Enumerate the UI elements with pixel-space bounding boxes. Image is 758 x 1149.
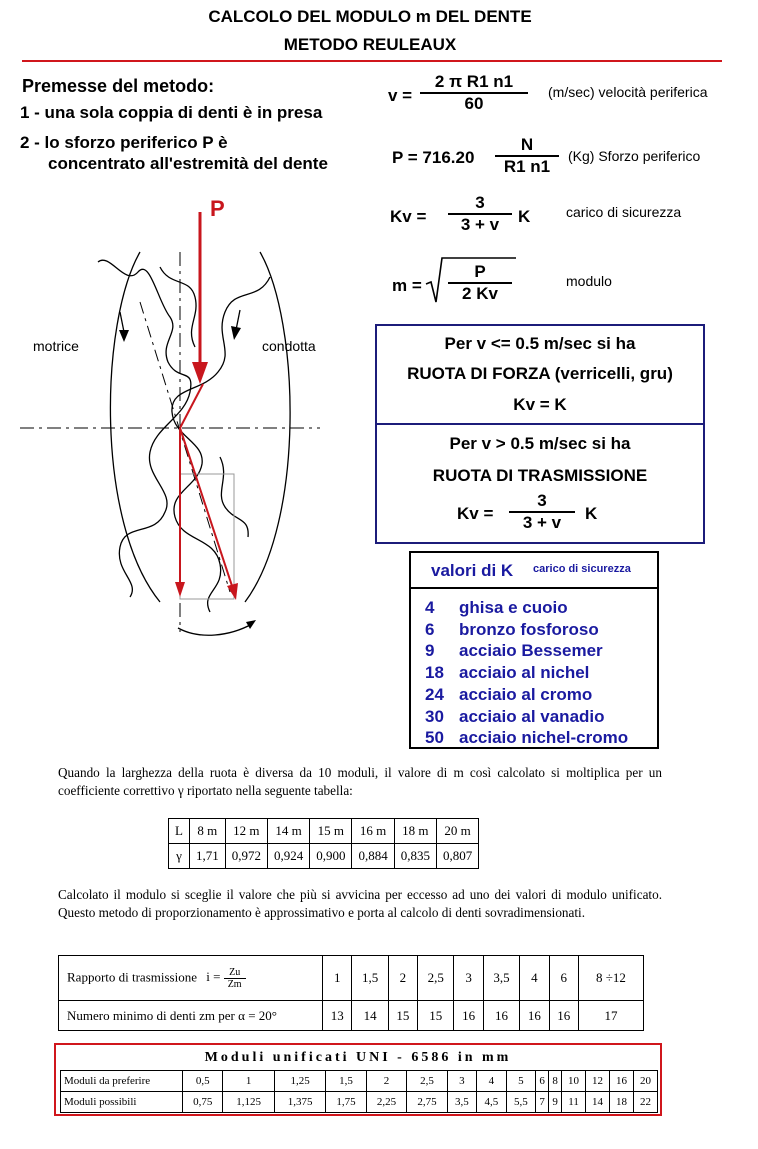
title-underline bbox=[22, 60, 722, 62]
gamma-table-header-row bbox=[169, 819, 479, 844]
ratio-formula-numerator: Zu bbox=[224, 967, 246, 979]
ratio-value-cell: 2,5 bbox=[418, 956, 454, 1001]
min-teeth-value-cell: 13 bbox=[323, 1001, 352, 1031]
possible-module-cell: 2,25 bbox=[366, 1092, 406, 1113]
gamma-value-cell: γ bbox=[169, 844, 190, 869]
possible-module-cell: 1,375 bbox=[274, 1092, 325, 1113]
possible-modules-label: Moduli possibili bbox=[61, 1092, 183, 1113]
k-value-item bbox=[425, 597, 655, 619]
min-teeth-value-cell: 14 bbox=[352, 1001, 388, 1031]
formula-m-note: modulo bbox=[566, 273, 612, 289]
min-teeth-value-cell: 16 bbox=[483, 1001, 519, 1031]
min-teeth-label: Numero minimo di denti zm per α = 20° bbox=[59, 1001, 323, 1031]
possible-module-cell: 0,75 bbox=[183, 1092, 223, 1113]
formula-p-note: (Kg) Sforzo periferico bbox=[568, 148, 701, 164]
formula-v-lhs: v = bbox=[388, 86, 413, 105]
transmission-kv-numerator: 3 bbox=[509, 491, 575, 513]
force-wheel-kv: Kv = K bbox=[513, 395, 567, 414]
k-value-material: acciaio al vanadio bbox=[459, 706, 605, 726]
k-value-material: acciaio al nichel bbox=[459, 663, 590, 683]
preferred-module-cell: 6 bbox=[536, 1071, 549, 1092]
min-teeth-value-cell: 16 bbox=[454, 1001, 483, 1031]
k-values-subtitle: carico di sicurezza bbox=[533, 563, 631, 575]
possible-module-cell: 22 bbox=[633, 1092, 657, 1113]
k-value-number: 6 bbox=[425, 619, 435, 639]
gamma-value-cell: 0,884 bbox=[352, 844, 394, 869]
ratio-value-cell: 2 bbox=[388, 956, 417, 1001]
premise-item-1: 1 - una sola coppia di denti è in presa bbox=[20, 103, 323, 122]
k-value-material: bronzo fosforoso bbox=[459, 619, 599, 639]
possible-module-cell: 1,125 bbox=[223, 1092, 274, 1113]
preferred-modules-row bbox=[61, 1071, 658, 1092]
formula-v-numerator: 2 π R1 n1 bbox=[420, 72, 528, 94]
ratio-formula-denominator: Zm bbox=[227, 978, 242, 990]
uni-table-title: Moduli unificati UNI - 6586 in mm bbox=[204, 1050, 512, 1065]
motrice-label: motrice bbox=[33, 338, 79, 354]
min-teeth-value-cell: 17 bbox=[578, 1001, 643, 1031]
gamma-header-cell: 8 m bbox=[189, 819, 225, 844]
force-wheel-condition: Per v <= 0.5 m/sec si ha bbox=[444, 334, 636, 353]
force-wheel-title: RUOTA DI FORZA (verricelli, gru) bbox=[407, 364, 673, 383]
formula-p-lhs: P = 716.20 bbox=[392, 148, 475, 167]
gamma-value-cell: 0,807 bbox=[436, 844, 478, 869]
k-box-divider bbox=[411, 587, 657, 589]
preferred-module-cell: 1,5 bbox=[326, 1071, 366, 1092]
ratio-formula-lhs: i = bbox=[206, 968, 221, 984]
preferred-module-cell: 1 bbox=[223, 1071, 274, 1092]
ratio-formula-fraction bbox=[224, 967, 246, 990]
preferred-module-cell: 16 bbox=[610, 1071, 634, 1092]
k-value-material: acciaio al cromo bbox=[459, 684, 593, 704]
uni-modules-box bbox=[54, 1043, 662, 1116]
preferred-module-cell: 1,25 bbox=[274, 1071, 325, 1092]
transmission-wheel-title: RUOTA DI TRASMISSIONE bbox=[432, 466, 648, 485]
k-values-box bbox=[409, 551, 659, 749]
preferred-module-cell: 5 bbox=[506, 1071, 535, 1092]
k-value-item bbox=[425, 662, 655, 684]
gamma-value-cell: 0,972 bbox=[225, 844, 267, 869]
transmission-wheel-condition: Per v > 0.5 m/sec si ha bbox=[449, 434, 631, 453]
transmission-ratio-table bbox=[58, 955, 644, 1031]
min-teeth-row bbox=[59, 1001, 644, 1031]
k-value-item bbox=[425, 727, 655, 749]
possible-module-cell: 7 bbox=[536, 1092, 549, 1113]
gamma-header-cell: 18 m bbox=[394, 819, 436, 844]
transmission-kv-rhs: K bbox=[585, 504, 598, 523]
ratio-value-cell: 6 bbox=[549, 956, 578, 1001]
transmission-kv-fraction bbox=[509, 491, 575, 533]
k-value-item bbox=[425, 619, 655, 641]
preferred-module-cell: 2,5 bbox=[407, 1071, 447, 1092]
min-teeth-value-cell: 16 bbox=[520, 1001, 549, 1031]
preferred-module-cell: 4 bbox=[477, 1071, 506, 1092]
force-label: P bbox=[210, 196, 225, 221]
condotta-label: condotta bbox=[262, 338, 316, 354]
gamma-value-cell: 0,835 bbox=[394, 844, 436, 869]
formula-m-lhs: m = bbox=[392, 276, 422, 295]
gear-mesh-diagram bbox=[20, 192, 350, 647]
k-value-number: 4 bbox=[425, 598, 435, 617]
k-value-number: 30 bbox=[425, 706, 444, 726]
ratio-value-cell: 4 bbox=[520, 956, 549, 1001]
wheel-type-box bbox=[375, 324, 705, 544]
formula-m-numerator: P bbox=[448, 262, 512, 284]
k-value-number: 9 bbox=[425, 641, 435, 661]
formula-kv-note: carico di sicurezza bbox=[566, 204, 682, 220]
k-value-item bbox=[425, 640, 655, 662]
possible-module-cell: 3,5 bbox=[447, 1092, 476, 1113]
preferred-module-cell: 2 bbox=[366, 1071, 406, 1092]
formula-p-denominator: R1 n1 bbox=[503, 157, 551, 176]
possible-modules-row bbox=[61, 1092, 658, 1113]
k-value-number: 18 bbox=[425, 663, 444, 683]
possible-module-cell: 9 bbox=[549, 1092, 562, 1113]
premise-item-2: 2 - lo sforzo periferico P è bbox=[20, 133, 228, 152]
ratio-row-label-cell bbox=[59, 956, 323, 1001]
k-values-title: valori di K bbox=[431, 561, 514, 580]
gamma-header-cell: 20 m bbox=[436, 819, 478, 844]
possible-module-cell: 5,5 bbox=[506, 1092, 535, 1113]
gamma-header-cell: 14 m bbox=[267, 819, 309, 844]
gamma-header-cell: 12 m bbox=[225, 819, 267, 844]
possible-module-cell: 14 bbox=[586, 1092, 610, 1113]
k-value-number: 24 bbox=[425, 684, 444, 704]
preferred-module-cell: 0,5 bbox=[183, 1071, 223, 1092]
formula-p-numerator: N bbox=[495, 135, 559, 157]
min-teeth-value-cell: 15 bbox=[418, 1001, 454, 1031]
formula-kv-rhs: K bbox=[518, 207, 531, 226]
possible-module-cell: 4,5 bbox=[477, 1092, 506, 1113]
min-teeth-value-cell: 15 bbox=[388, 1001, 417, 1031]
formula-kv-lhs: Kv = bbox=[390, 207, 427, 226]
k-value-material: acciaio nichel-cromo bbox=[459, 728, 629, 748]
premises-heading: Premesse del metodo: bbox=[22, 76, 215, 96]
gamma-header-cell: 15 m bbox=[310, 819, 352, 844]
ratio-value-cell: 3,5 bbox=[483, 956, 519, 1001]
formula-v-note: (m/sec) velocità periferica bbox=[548, 84, 708, 100]
possible-module-cell: 1,75 bbox=[326, 1092, 366, 1113]
ratio-value-cell: 3 bbox=[454, 956, 483, 1001]
possible-module-cell: 2,75 bbox=[407, 1092, 447, 1113]
transmission-kv-denominator: 3 + v bbox=[522, 513, 562, 532]
preferred-modules-label: Moduli da preferire bbox=[61, 1071, 183, 1092]
ratio-value-cell: 1 bbox=[323, 956, 352, 1001]
k-value-material: ghisa e cuoio bbox=[459, 598, 568, 617]
box-divider bbox=[377, 423, 703, 425]
gamma-value-cell: 1,71 bbox=[189, 844, 225, 869]
k-value-number: 50 bbox=[425, 728, 444, 748]
formula-kv-fraction bbox=[448, 193, 512, 235]
gamma-header-cell: L bbox=[169, 819, 190, 844]
ratio-row-label: Rapporto di trasmissione bbox=[67, 968, 197, 984]
paragraph-unified-module: Calcolato il modulo si sceglie il valore che più si avvicina per eccesso ad uno dei valori di modulo unificato. Questo metodo di proporzionamento è approssimativo e porta al calcolo di denti sovradimensionati. bbox=[58, 887, 662, 920]
k-value-item bbox=[425, 684, 655, 706]
preferred-module-cell: 8 bbox=[549, 1071, 562, 1092]
formula-kv-numerator: 3 bbox=[448, 193, 512, 215]
formula-m-fraction bbox=[448, 262, 512, 304]
preferred-module-cell: 10 bbox=[562, 1071, 586, 1092]
k-value-material: acciaio Bessemer bbox=[459, 641, 603, 661]
gamma-table bbox=[168, 818, 479, 869]
gamma-table-value-row bbox=[169, 844, 479, 869]
formula-p-fraction bbox=[495, 135, 559, 177]
formula-v-denominator: 60 bbox=[464, 94, 484, 113]
preferred-module-cell: 12 bbox=[586, 1071, 610, 1092]
gamma-value-cell: 0,924 bbox=[267, 844, 309, 869]
ratio-row bbox=[59, 956, 644, 1001]
k-value-item bbox=[425, 706, 655, 728]
formula-v-fraction bbox=[420, 72, 528, 114]
gamma-value-cell: 0,900 bbox=[310, 844, 352, 869]
possible-module-cell: 11 bbox=[562, 1092, 586, 1113]
page-title: CALCOLO DEL MODULO m DEL DENTE bbox=[208, 7, 532, 26]
gamma-header-cell: 16 m bbox=[352, 819, 394, 844]
paragraph-width-correction: Quando la larghezza della ruota è diversa da 10 moduli, il valore di m così calcolato si moltiplica per un coefficiente correttivo γ riportato nella seguente tabella: bbox=[58, 765, 662, 798]
preferred-module-cell: 20 bbox=[633, 1071, 657, 1092]
possible-module-cell: 18 bbox=[610, 1092, 634, 1113]
premise-item-2-cont: concentrato all'estremità del dente bbox=[48, 154, 328, 173]
page-subtitle: METODO REULEAUX bbox=[283, 35, 457, 54]
ratio-value-cell: 8 ÷12 bbox=[578, 956, 643, 1001]
formula-kv-denominator: 3 + v bbox=[460, 215, 500, 234]
ratio-value-cell: 1,5 bbox=[352, 956, 388, 1001]
formula-m-denominator: 2 Kv bbox=[462, 284, 498, 303]
uni-modules-table bbox=[60, 1070, 658, 1113]
min-teeth-value-cell: 16 bbox=[549, 1001, 578, 1031]
k-values-list bbox=[425, 597, 655, 749]
preferred-module-cell: 3 bbox=[447, 1071, 476, 1092]
transmission-kv-lhs: Kv = bbox=[457, 504, 494, 523]
